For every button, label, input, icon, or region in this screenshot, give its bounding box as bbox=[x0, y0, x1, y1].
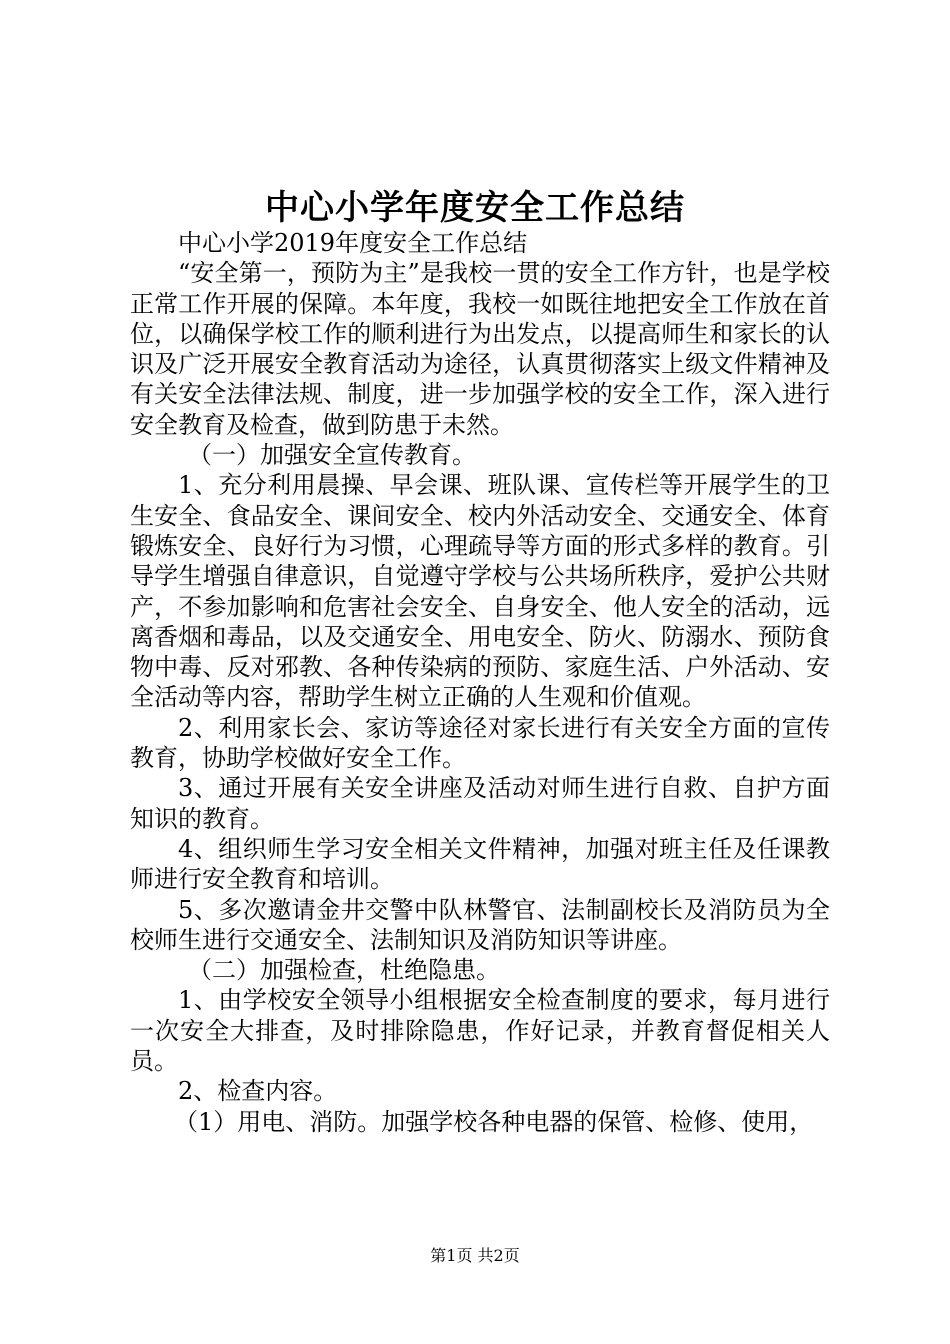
intro-paragraph: “安全第一，预防为主”是我校一贯的安全工作方针，也是学校正常工作开展的保障。本年度，我校一如既往地把安全工作放在首位，以确保学校工作的顺利进行为出发点，以提高师生和家长的认识及广泛开展安全教育活动为途径，认真贯彻落实上级文件精神及有关安全法律法规、制度，进一步加强学校的安全工作，深入进行安全教育及检查，做到防患于未然。 bbox=[130, 259, 830, 439]
body-paragraph: （1）用电、消防。加强学校各种电器的保管、检修、使用， bbox=[174, 1107, 814, 1136]
page-footer: 第1页 共2页 bbox=[430, 1246, 520, 1265]
body-paragraph: 5、多次邀请金井交警中队林警官、法制副校长及消防员为全校师生进行交通安全、法制知识及消防知识等讲座。 bbox=[130, 895, 830, 954]
body-paragraph: 2、利用家长会、家访等途径对家长进行有关安全方面的宣传教育，协助学校做好安全工作。 bbox=[130, 713, 830, 773]
body-paragraph: 4、组织师生学习安全相关文件精神，加强对班主任及任课教师进行安全教育和培训。 bbox=[130, 834, 830, 894]
subtitle-paragraph: 中心小学2019年度安全工作总结 bbox=[178, 229, 528, 257]
body-paragraph: 1、由学校安全领导小组根据安全检查制度的要求，每月进行一次安全大排查，及时排除隐患，作好记录，并教育督促相关人员。 bbox=[130, 986, 830, 1076]
document-title: 中心小学年度安全工作总结 bbox=[265, 188, 685, 228]
document-body bbox=[130, 228, 830, 1137]
body-paragraph: 3、通过开展有关安全讲座及活动对师生进行自救、自护方面知识的教育。 bbox=[130, 774, 830, 833]
section-heading-2: （二）加强检查，杜绝隐患。 bbox=[188, 956, 500, 985]
section-heading-1: （一）加强安全宣传教育。 bbox=[188, 441, 476, 470]
body-paragraph: 2、检查内容。 bbox=[178, 1077, 338, 1106]
body-paragraph: 1、充分利用晨操、早会课、班队课、宣传栏等开展学生的卫生安全、食品安全、课间安全、校内外活动安全、交通安全、体育锻炼安全、良好行为习惯，心理疏导等方面的形式多样的教育。引导学生增强自律意识，自觉遵守学校与公共场所秩序，爱护公共财产，不参加影响和危害社会安全、自身安全、他人安全的活动，远离香烟和毒品，以及交通安全、用电安全、防火、防溺水、预防食物中毒、反对邪教、各种传染病的预防、家庭生活、户外活动、安全活动等内容，帮助学生树立正确的人生观和价值观。 bbox=[130, 471, 830, 712]
